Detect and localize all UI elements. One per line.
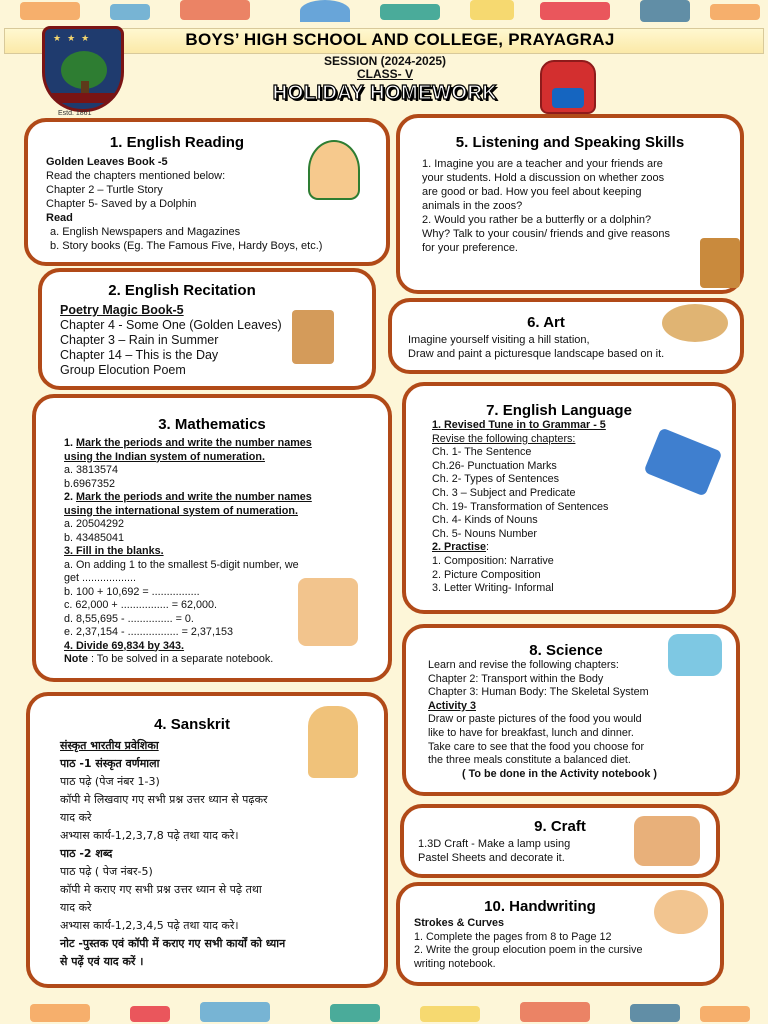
page-title: HOLIDAY HOMEWORK: [272, 82, 498, 104]
text-line: 2. Would you rather be a butterfly or a dolphin?: [422, 214, 652, 226]
question-text: using the Indian system of numeration.: [64, 450, 265, 463]
subheading: Activity 3: [428, 699, 477, 712]
text-line: Ch. 2- Types of Sentences: [432, 473, 560, 486]
question-text: 3. Fill in the blanks.: [64, 545, 164, 557]
craft-card: [400, 804, 720, 878]
subheading: Strokes & Curves: [414, 917, 505, 929]
section-title: 5. Listening and Speaking Skills: [455, 134, 685, 151]
class-label: CLASS- V: [356, 67, 413, 81]
text-line: 1. Imagine you are a teacher and your friends are: [422, 158, 663, 170]
subheading: 1. Revised Tune in to Grammar - 5: [432, 419, 606, 431]
text-line: Ch. 1- The Sentence: [432, 446, 532, 459]
english-reading-card: [24, 118, 390, 266]
text-line: a. On adding 1 to the smallest 5-digit number, we: [64, 558, 299, 571]
text-line: कॉपी मे लिखवाए गए सभी प्रश्न उत्तर ध्यान से पढ़कर: [60, 793, 268, 806]
note-text: से पढ़ें एवं याद करें ।: [60, 955, 144, 968]
text-line: Group Elocution Poem: [60, 363, 186, 377]
section-title: 7. English Language: [486, 402, 632, 419]
text-line: Chapter 2: Transport within the Body: [428, 672, 604, 685]
book-name: Poetry Magic Book-5: [60, 303, 184, 317]
paint-palette-icon: [662, 304, 728, 342]
section-title: 1. English Reading: [109, 134, 245, 151]
text-line: Learn and revise the following chapters:: [428, 659, 619, 671]
text-line: get ..................: [64, 572, 137, 584]
text-line: Read: [46, 212, 73, 224]
text-line: Chapter 14 – This is the Day: [60, 348, 219, 362]
question-text: 4. Divide 69,834 by 343.: [64, 639, 185, 652]
text-line: 2. Picture Composition: [432, 568, 541, 581]
question-number: 2.: [64, 491, 77, 503]
text-line: 1. Complete the pages from 8 to Page 12: [414, 930, 612, 943]
text-line: Chapter 5- Saved by a Dolphin: [46, 198, 197, 210]
note-text: : To be solved in a separate notebook.: [88, 653, 274, 665]
text-line: Ch. 3 – Subject and Predicate: [432, 486, 576, 499]
text-line: Ch.26- Punctuation Marks: [432, 459, 557, 472]
text-line: a. 20504292: [64, 518, 125, 530]
text-line: Ch. 4- Kinds of Nouns: [432, 514, 538, 527]
boy-reading-icon: [308, 140, 360, 200]
text-line: अभ्यास कार्य-1,2,3,4,5 पढ़े तथा याद करे।: [60, 919, 239, 932]
school-bag-icon: [540, 60, 596, 114]
section-title: 3. Mathematics: [158, 416, 266, 433]
boy-reciting-icon: [292, 310, 334, 364]
book-name: Golden Leaves Book -5: [46, 156, 168, 168]
text-line: Chapter 3: Human Body: The Skeletal System: [428, 686, 649, 699]
boy-studying-icon: [298, 578, 358, 646]
boy-writing-icon: [654, 890, 708, 934]
school-name: BOYS’ HIGH SCHOOL AND COLLEGE, PRAYAGRAJ: [185, 30, 615, 49]
art-card: [388, 298, 744, 374]
science-card: [402, 624, 740, 796]
text-line: पाठ पढ़े (पेज नंबर 1-3): [60, 775, 160, 788]
text-line: याद करे: [60, 811, 92, 824]
subheading: 2. Practise: [432, 541, 487, 554]
text-line: 2. Write the group elocution poem in the cursive: [414, 944, 643, 956]
english-recitation-card: [38, 268, 376, 390]
lesson-title: पाठ -2 शब्द: [60, 847, 113, 860]
text-line: पाठ पढ़े ( पेज नंबर-5): [60, 865, 153, 878]
boy-crafting-icon: [634, 816, 700, 866]
text-line: Why? Talk to your cousin/ friends and give reasons: [422, 228, 671, 240]
sanskrit-card: [26, 692, 388, 988]
text-line: the three meals constitute a balanced diet.: [428, 754, 631, 767]
speaker-podium-icon: [700, 238, 740, 288]
text-line: :: [486, 541, 490, 554]
text-line: Draw or paste pictures of the food you would: [428, 713, 642, 726]
text-line: Revise the following chapters:: [432, 432, 576, 445]
text-line: your students. Hold a discussion on whether zoos: [422, 172, 665, 184]
text-line: b. 43485041: [64, 531, 125, 544]
top-decoration-strip: [0, 0, 768, 26]
text-line: Take care to see that the food you choose for: [428, 740, 645, 753]
text-line: Ch. 5- Nouns Number: [432, 527, 538, 540]
mathematics-card: [32, 394, 392, 682]
lesson-title: पाठ -1 संस्कृत वर्णमाला: [60, 757, 160, 770]
text-line: Draw and paint a picturesque landscape based on it.: [408, 348, 665, 360]
text-line: Chapter 3 – Rain in Summer: [60, 333, 219, 347]
session-label: SESSION (2024-2025): [323, 54, 447, 68]
question-number: 1.: [64, 437, 77, 449]
text-line: e. 2,37,154 - ................. = 2,37,153: [64, 626, 233, 638]
text-line: for your preference.: [422, 242, 518, 254]
text-line: 1. Composition: Narrative: [432, 554, 554, 567]
listening-speaking-card: [396, 114, 744, 294]
text-line: Pastel Sheets and decorate it.: [418, 852, 565, 864]
text-line: अभ्यास कार्य-1,2,3,7,8 पढ़े तथा याद करे।: [60, 829, 239, 842]
boy-with-book-icon: [308, 706, 358, 778]
question-text: Mark the periods and write the number names: [76, 437, 312, 449]
text-line: are good or bad. How you feel about keeping: [422, 186, 642, 198]
section-title: 10. Handwriting: [484, 898, 596, 915]
section-title: 9. Craft: [534, 818, 586, 835]
text-line: b. 100 + 10,692 = ................: [64, 585, 200, 598]
text-line: Chapter 4 - Some One (Golden Leaves): [60, 318, 282, 332]
lab-flasks-icon: [668, 634, 722, 676]
text-line: Ch. 19- Transformation of Sentences: [432, 500, 609, 513]
note-text: ( To be done in the Activity notebook ): [462, 767, 657, 780]
text-line: c. 62,000 + ................ = 62,000.: [64, 599, 218, 611]
english-language-card: [402, 382, 736, 614]
text-line: Read the chapters mentioned below:: [46, 170, 226, 182]
text-line: 1.3D Craft - Make a lamp using: [418, 838, 571, 850]
text-line: याद करे: [60, 901, 92, 914]
handwriting-card: [396, 882, 724, 986]
book-name: संस्कृत भारतीय प्रवेशिका: [60, 739, 159, 752]
section-title: 6. Art: [527, 314, 565, 331]
text-line: writing notebook.: [414, 957, 496, 970]
text-line: Imagine yourself visiting a hill station,: [408, 334, 590, 346]
note-text: नोट -पुस्तक एवं कॉपी में कराए गए सभी कार्यों को ध्यान: [60, 937, 286, 950]
text-line: कॉपी मे कराए गए सभी प्रश्न उत्तर ध्यान से पढ़े तथा: [60, 883, 262, 896]
bottom-decoration-strip: [0, 998, 768, 1024]
text-line: 3. Letter Writing- Informal: [432, 582, 554, 595]
text-line: a. 3813574: [64, 464, 119, 476]
text-line: Chapter 2 – Turtle Story: [46, 184, 163, 196]
estd-label: Estd. 1861: [58, 110, 92, 117]
text-line: b. Story books (Eg. The Famous Five, Hardy Boys, etc.): [50, 240, 323, 252]
text-line: animals in the zoos?: [422, 200, 523, 212]
question-text: Mark the periods and write the number names: [76, 491, 312, 503]
school-logo: ★★★: [42, 26, 124, 112]
question-text: using the international system of numeration.: [64, 504, 298, 517]
text-line: like to have for breakfast, lunch and dinner.: [428, 726, 634, 739]
note-label: Note: [64, 653, 88, 665]
section-title: 2. English Recitation: [108, 282, 256, 299]
text-line: b.6967352: [64, 477, 116, 490]
text-line: d. 8,55,695 - ............... = 0.: [64, 612, 194, 625]
text-line: a. English Newspapers and Magazines: [50, 226, 241, 238]
section-title: 4. Sanskrit: [154, 716, 230, 733]
section-title: 8. Science: [529, 642, 603, 659]
